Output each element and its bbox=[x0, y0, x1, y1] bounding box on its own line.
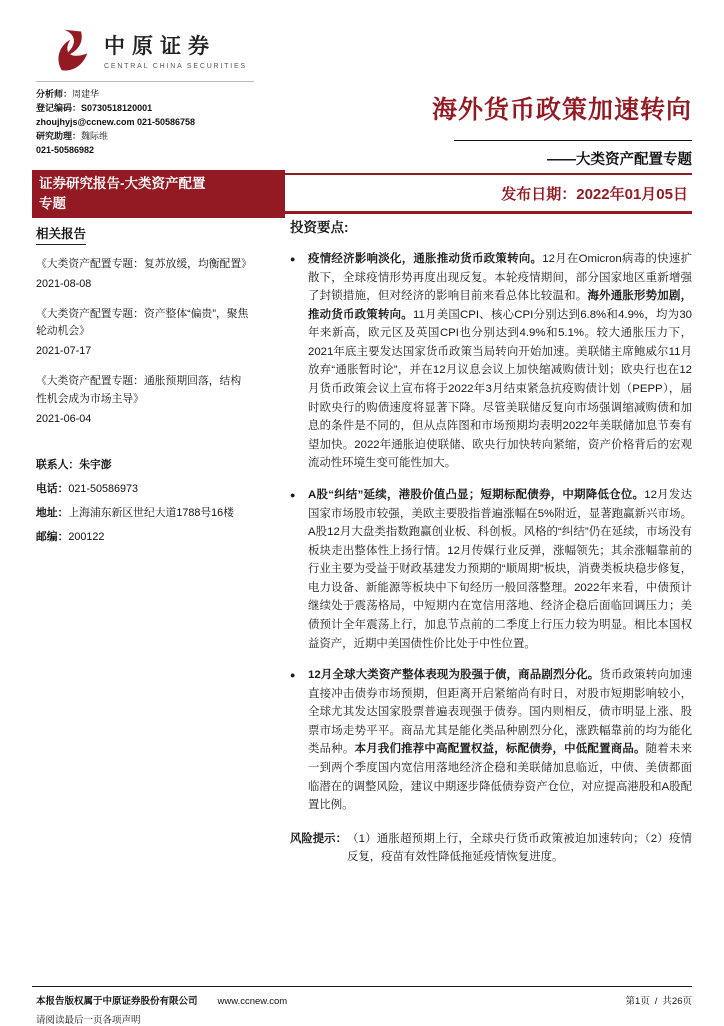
related-report-item bbox=[36, 306, 250, 361]
report-title: 海外货币政策加速转向 bbox=[431, 96, 692, 124]
key-points-heading: 投资要点: bbox=[290, 220, 349, 235]
key-point-item bbox=[290, 486, 692, 653]
key-point-text: 12月全球大类资产整体表现为股强于债，商品剧烈分化。货币政策转向加速直接冲击债券市场预期，但距离开启紧缩尚有时日，对股市短期影响较小，全球尤其发达国家股票普遍表现强于债券。国内则相反，债市明显上涨、股票市场走势平平。商品尤其是能化类品种剧烈分化，涨跌幅靠前的均为能化类品种。本月我们推荐中高配置权益，标配债券，中低配置商品。随着未来一到两个季度国内宽信用落地经济企稳和美联储加息临近，中债、美债都面临潜在的调整风险，建议中期逐步降低债券资产仓位，对应提高港股和A股配置比例。 bbox=[308, 669, 692, 812]
banner-category-line1: 证券研究报告-大类资产配置 bbox=[39, 176, 206, 191]
footer-divider bbox=[32, 986, 692, 987]
contact-info bbox=[36, 457, 250, 547]
related-report-date: 2021-07-17 bbox=[36, 345, 92, 358]
related-report-date: 2021-06-04 bbox=[36, 412, 92, 425]
contact-address-row: 地址： 上海浦东新区世纪大道1788号16楼 bbox=[36, 507, 234, 520]
bullet-icon: ● bbox=[290, 489, 296, 500]
email-line: zhoujhyjs@ccnew.com 021-50586758 bbox=[36, 116, 196, 127]
main-content bbox=[290, 216, 692, 867]
logo-divider bbox=[36, 81, 254, 82]
risk-warning-text: （1）通胀超预期上行，全球央行货币政策被迫加速转向；（2）疫情反复，疫苗有效性降低拖延疫情恢复进度。 bbox=[346, 832, 692, 864]
copyright-text: 本报告版权属于中原证券股份有限公司 bbox=[36, 996, 198, 1007]
footer-row-1 bbox=[36, 993, 692, 1007]
key-point-item bbox=[290, 666, 692, 815]
related-report-date: 2021-08-08 bbox=[36, 277, 92, 290]
analyst-line: 分析师：周建华 bbox=[36, 89, 100, 99]
contact-phone-row: 电话： 021-50586973 bbox=[36, 482, 139, 495]
banner-category-line2: 专题 bbox=[39, 196, 66, 212]
assistant-line: 研究助理：魏际维 bbox=[36, 130, 109, 141]
publish-date: 发布日期：2022年01月05日 bbox=[285, 173, 692, 214]
contact-name-row: 联系人： 朱宇澎 bbox=[36, 458, 112, 471]
related-reports-title: 相关报告 bbox=[36, 224, 86, 245]
bullet-icon: ● bbox=[290, 670, 296, 681]
key-point-text: A股“纠结”延续，港股价值凸显；短期标配债券，中期降低仓位。12月发达国家市场股市较强，美欧主要股指普遍涨幅在5%附近，显著跑赢新兴市场。A股12月大盘类指数跑赢创业板、科创板。风格的“纠结”仍在延续，市场没有板块走出整体性上扬行情。12月传媒行业反弹，涨幅领先；其余涨幅靠前的行业主要为受益于财政基建发力预期的“顺周期”板块，消费类板块稳步修复，电力设备、新能源等板块中下旬经历一般回落整理。2022年来看，中债预计继续处于震荡格局，中短期内在宽信用落地、经济企稳后面临回调压力；美债预计全年震荡上行，加息节点前的二季度上行压力较为明显。相比本国权益资产，近期中美国债性价比处于中性位置。 bbox=[308, 488, 692, 650]
bullet-icon: ● bbox=[290, 254, 296, 264]
key-point-item bbox=[290, 250, 692, 473]
page-divider: / bbox=[654, 996, 658, 1007]
related-report-item bbox=[36, 256, 250, 294]
related-report-title: 《大类资产配置专题：通胀预期回落，结构性机会成为市场主导》 bbox=[36, 375, 242, 405]
related-report-title: 《大类资产配置专题：资产整体“偏贵”，聚焦轮动机会》 bbox=[36, 307, 249, 338]
sidebar bbox=[36, 224, 250, 554]
website-link[interactable]: www.ccnew.com bbox=[217, 996, 288, 1007]
brand-logo bbox=[52, 28, 247, 72]
brand-name-en: CENTRAL CHINA SECURITIES bbox=[104, 63, 247, 70]
banner-category bbox=[32, 170, 285, 218]
key-point-text: 疫情经济影响淡化，通胀推动货币政策转向。12月在Omicron病毒的快速扩散下，全球疫情形势再度出现反复。本轮疫情期间，部分国家地区重新增强了封锁措施，但对经济的影响目前来看总体比较温和。海外通胀形势加剧，推动货币政策转向。11月美国CPI、核心CPI分别达到6.8%和4.9%，均为30年来新高，欧元区及英国CPI也分别达到4.9%和5.1%。较大通胀压力下，2021年底主要发达国家货币政策当局转向开始加速。美联储主席鲍威尔11月放弃“通胀暂时论”，并在12月议息会议上加快缩减购债计划；欧央行也在12月货币政策会议上宣布将于2022年3月结束紧急抗疫购债计划（PEPP），届时欧央行的购债速度将显著下降。尽管美联储反复向市场强调缩减购债和加息的条件是不同的，但从点阵图和市场预期均表明2022年美联储加息节奏有望加快。2022年通胀迫使联储、欧央行加快转向紧缩，资产价格背后的宏观流动性环境生变可能性加大。 bbox=[308, 253, 692, 470]
banner bbox=[32, 170, 692, 218]
page-total: 共26页 bbox=[662, 996, 692, 1007]
analyst-info bbox=[36, 88, 195, 158]
assistant-phone-line: 021-50586982 bbox=[36, 144, 95, 155]
page-number: 第1页 bbox=[625, 996, 650, 1007]
report-subtitle: ——大类资产配置专题 bbox=[454, 140, 692, 169]
risk-warning bbox=[290, 830, 692, 867]
brand-name-cn: 中原证券 bbox=[104, 34, 216, 58]
related-report-item bbox=[36, 373, 250, 428]
registration-line: 登记编码：S0730518120001 bbox=[36, 102, 153, 113]
brand-logo-icon bbox=[52, 28, 96, 72]
risk-warning-label: 风险提示： bbox=[290, 832, 347, 845]
footer bbox=[36, 993, 692, 1026]
contact-zip-row: 邮编： 200122 bbox=[36, 531, 105, 544]
disclaimer-note: 请阅读最后一页各项声明 bbox=[36, 1015, 141, 1026]
page-indicator bbox=[625, 993, 692, 1007]
related-report-title: 《大类资产配置专题：复苏放缓，均衡配置》 bbox=[36, 258, 252, 270]
